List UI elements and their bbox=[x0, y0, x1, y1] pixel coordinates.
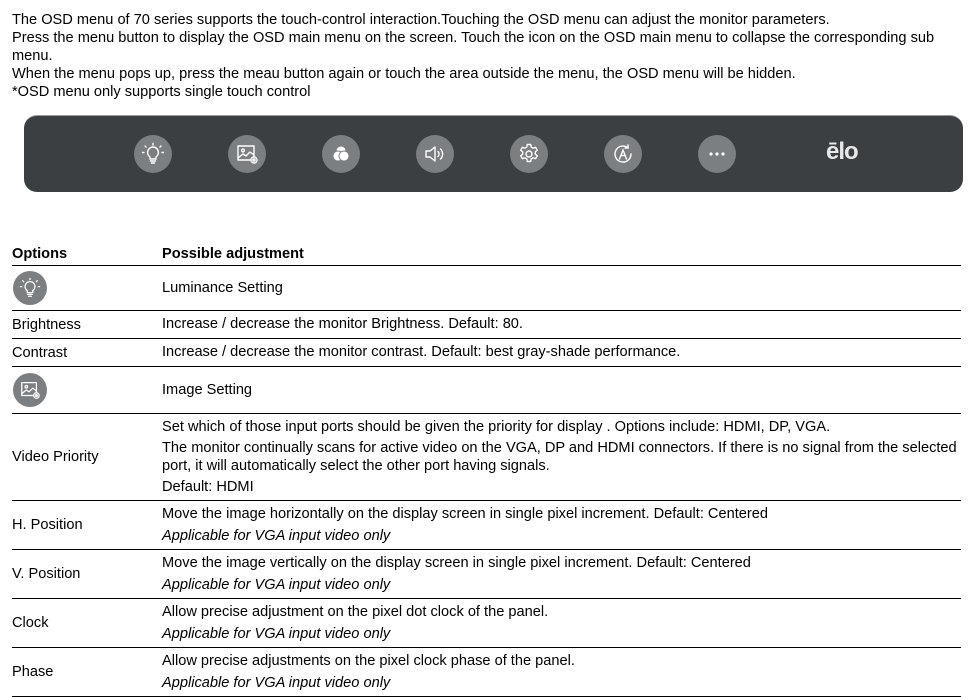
option-label: V. Position bbox=[12, 566, 81, 582]
osd-menu-bar bbox=[24, 115, 963, 192]
table-row bbox=[12, 648, 961, 697]
color-icon[interactable] bbox=[322, 135, 360, 173]
table-row bbox=[12, 339, 961, 367]
gear-icon[interactable] bbox=[510, 135, 548, 173]
more-icon[interactable] bbox=[698, 135, 736, 173]
row-text: Increase / decrease the monitor contrast. Default: best gray-shade performance. bbox=[162, 344, 681, 360]
volume-icon[interactable] bbox=[416, 135, 454, 173]
adjustment-header: Possible adjustment bbox=[162, 246, 304, 262]
row-text: Set which of those input ports should be given the priority for display . Options include: HDMI, DP, VGA. bbox=[162, 419, 831, 435]
table-row bbox=[12, 599, 961, 648]
option-label: Contrast bbox=[12, 344, 68, 361]
intro-text bbox=[12, 11, 962, 101]
option-label: Phase bbox=[12, 664, 54, 680]
row-text: Image Setting bbox=[162, 382, 253, 398]
intro-line: The OSD menu of 70 series supports the touch-control interaction.Touching the OSD menu can adjust the monitor parameters. bbox=[12, 12, 830, 28]
elo-logo: ēlo bbox=[826, 138, 858, 165]
row-note: Applicable for VGA input video only bbox=[162, 577, 391, 593]
row-text: Increase / decrease the monitor Brightness. Default: 80. bbox=[162, 316, 523, 332]
image-icon bbox=[13, 373, 47, 407]
table-row bbox=[12, 367, 961, 414]
row-text: Move the image vertically on the display screen in single pixel increment. Default: Centered bbox=[162, 555, 751, 571]
intro-line: When the menu pops up, press the meau button again or touch the area outside the menu, the OSD menu will be hidden. bbox=[12, 66, 796, 82]
row-note: Applicable for VGA input video only bbox=[162, 528, 391, 544]
options-header: Options bbox=[12, 246, 68, 262]
option-label: Clock bbox=[12, 615, 49, 631]
row-note: Applicable for VGA input video only bbox=[162, 675, 391, 691]
row-text: Allow precise adjustment on the pixel dot clock of the panel. bbox=[162, 604, 549, 620]
table-row bbox=[12, 550, 961, 599]
row-text: Allow precise adjustments on the pixel clock phase of the panel. bbox=[162, 653, 575, 669]
intro-line: *OSD menu only supports single touch control bbox=[12, 84, 311, 100]
row-text: Luminance Setting bbox=[162, 280, 283, 296]
lightbulb-icon bbox=[13, 271, 47, 305]
intro-line: Press the menu button to display the OSD main menu on the screen. Touch the icon on the OSD main menu to collapse the corresponding sub menu. bbox=[12, 30, 935, 64]
option-label: Video Priority bbox=[12, 449, 99, 465]
image-icon[interactable] bbox=[228, 135, 266, 173]
table-row bbox=[12, 501, 961, 550]
row-text: The monitor continually scans for active video on the VGA, DP and HDMI connectors. If there is no signal from the selected port, it will automatically select the other port having signals. bbox=[162, 440, 957, 474]
lightbulb-icon[interactable] bbox=[134, 135, 172, 173]
row-text: Default: HDMI bbox=[162, 479, 254, 495]
table-row bbox=[12, 414, 961, 501]
table-row bbox=[12, 311, 961, 339]
option-label: Brightness bbox=[12, 316, 81, 333]
table-header bbox=[12, 244, 961, 266]
option-label: H. Position bbox=[12, 517, 83, 533]
auto-adjust-icon[interactable] bbox=[604, 135, 642, 173]
row-note: Applicable for VGA input video only bbox=[162, 626, 391, 642]
options-table bbox=[12, 244, 961, 697]
row-text: Move the image horizontally on the display screen in single pixel increment. Default: Centered bbox=[162, 506, 768, 522]
table-row bbox=[12, 266, 961, 311]
